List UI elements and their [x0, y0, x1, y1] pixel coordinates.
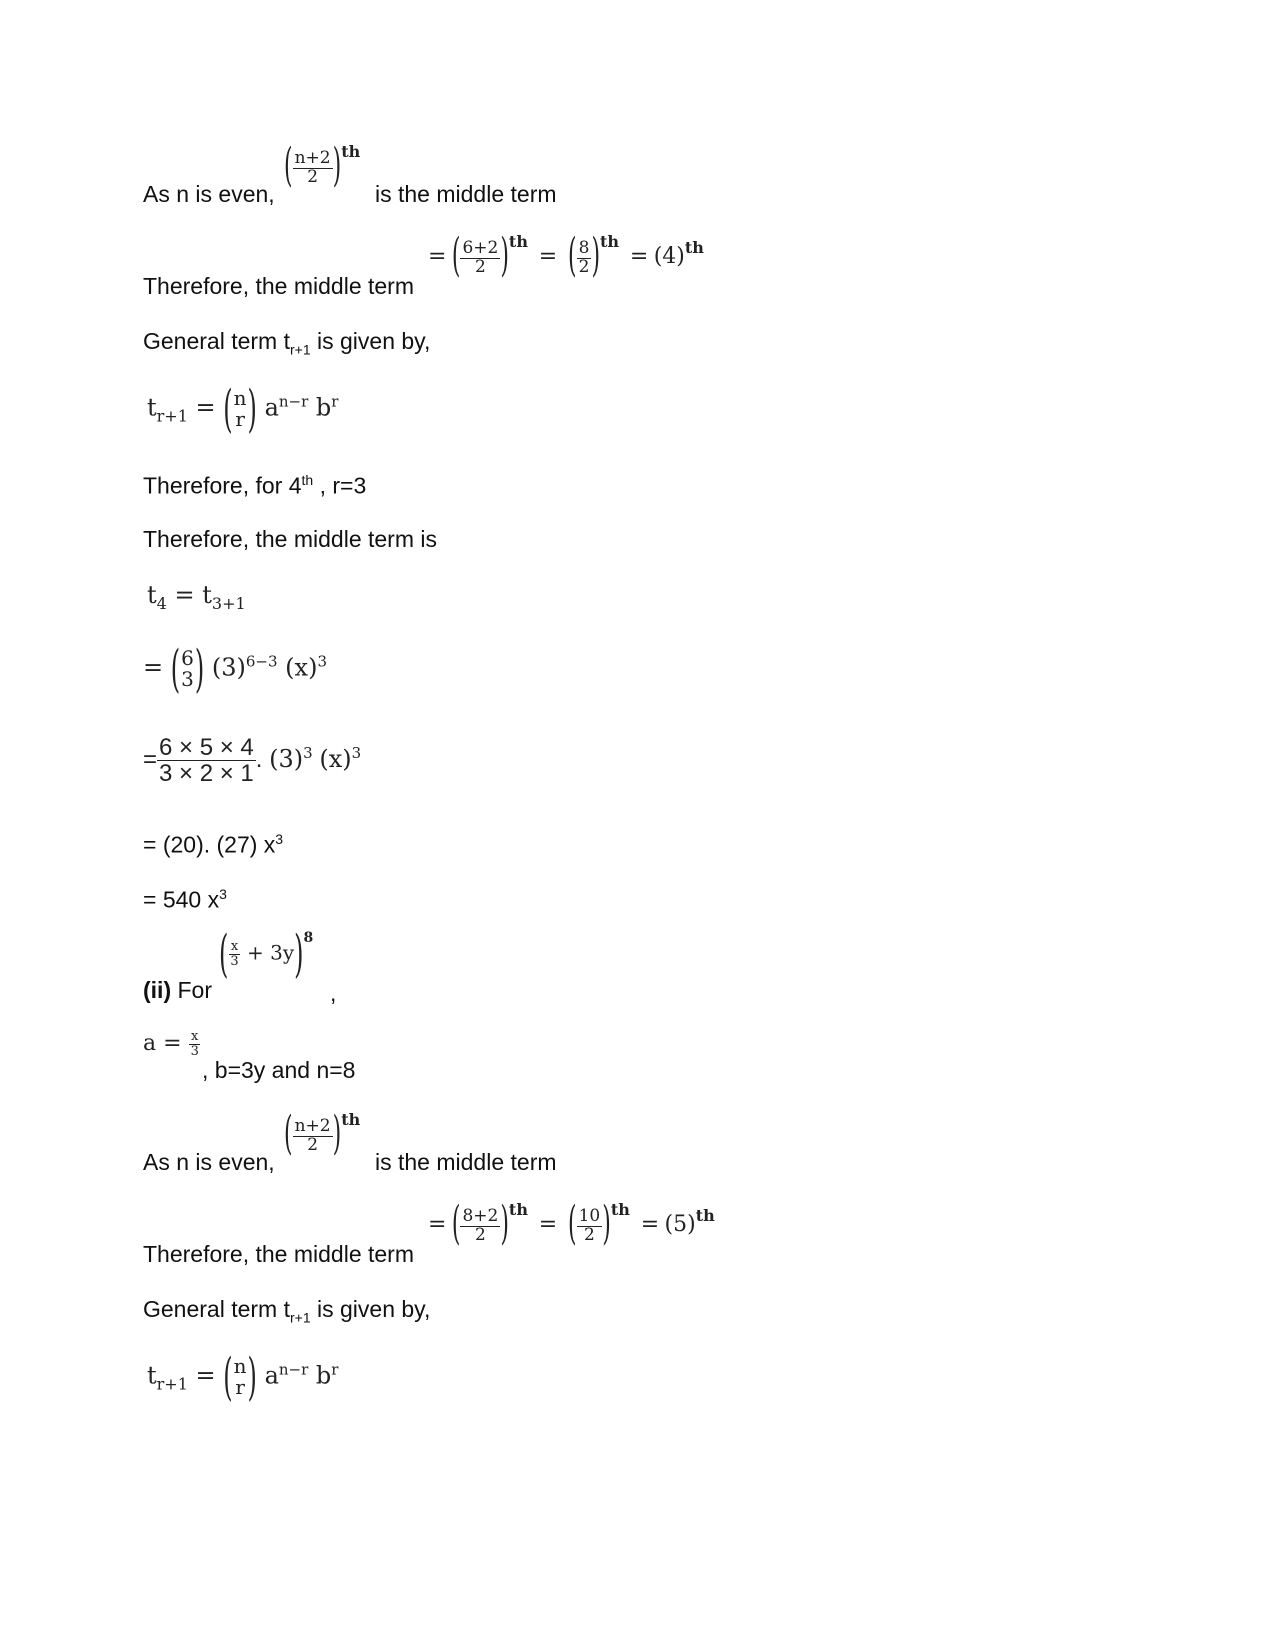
general-term-label-2: General term $t_{r+1}$ is given by, [143, 1296, 431, 1326]
middle-term-is-label: Therefore, the middle term is [143, 526, 438, 552]
general-term-formula: $t_{r+1}$ = ( n r ) $a^{n-r}$ $b^r$ [147, 379, 339, 439]
a-equals-x-over-3: a = $\frac{x}{3}$ [143, 1029, 199, 1059]
middle-term-index-formula-2: ( $\frac{n+2}{2}$ )th [284, 1109, 361, 1162]
part-ii-expression: ( $\frac{x}{3}$ + 3y)$^8$ [219, 924, 314, 984]
combination-expansion-formula: = $\frac{6 \times 5 \times 4}{3 \times 2 \times 1}$ . $(3)^3$ $(x)^3$ [143, 734, 362, 788]
b-and-n-values: , b=3y and n=8 [202, 1057, 356, 1083]
general-term-label: General term $t_{r+1}$ is given by, [143, 328, 431, 358]
middle-term-calc-formula-2: = ( $\frac{8+2}{2}$ )th = ( $\frac{10}{2}$ )th = (5)th [428, 1199, 715, 1252]
product-20-27-line: = (20). (27) $x^3$ [143, 831, 284, 858]
result-540-line: = 540 $x^3$ [143, 886, 227, 913]
therefore-middle-term-label-2: Therefore, the middle term [143, 1241, 415, 1267]
middle-term-calc-formula: = ( $\frac{6+2}{2}$ )th = ( $\frac{8}{2}$ )th = (4)th [428, 231, 704, 284]
therefore-middle-term-label: Therefore, the middle term [143, 273, 415, 299]
t4-formula: $t_4 = t_{3+1}$ [147, 581, 246, 613]
as-n-even-label: As n is even, [143, 181, 275, 207]
middle-term-index-formula: ( $\frac{n+2}{2}$ )th [284, 141, 361, 194]
part-ii-label: (ii) For [143, 977, 212, 1003]
middle-term-label: is the middle term [375, 181, 557, 207]
part-ii-comma: , [330, 980, 337, 1006]
middle-term-label-2: is the middle term [375, 1149, 557, 1175]
binomial-substitution-formula: = ( 6 3 ) $(3)^{6-3}$ $(x)^3$ [143, 639, 327, 699]
general-term-formula-2: $t_{r+1}$ = ( n r ) $a^{n-r}$ $b^r$ [147, 1347, 339, 1407]
for-4th-r3-label: Therefore, for 4th , r=3 [143, 472, 367, 499]
as-n-even-label-2: As n is even, [143, 1149, 275, 1175]
